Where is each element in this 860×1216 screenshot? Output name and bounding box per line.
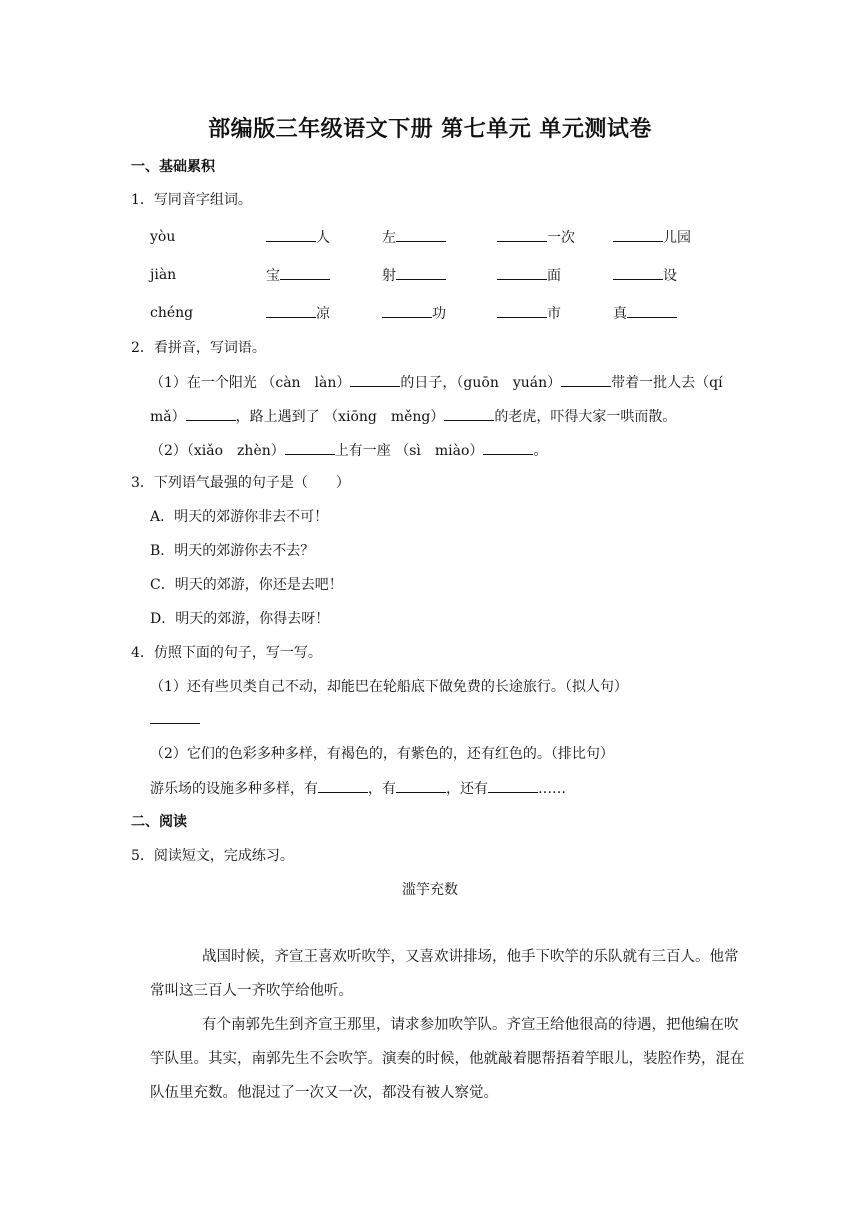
question-2-stem: 2．看拼音，写词语。 [131, 340, 266, 356]
blank-cell: 人 [266, 227, 330, 248]
question-5-stem: 5．阅读短文，完成练习。 [131, 848, 294, 864]
answer-blank[interactable] [627, 303, 677, 318]
answer-blank[interactable] [350, 372, 400, 387]
answer-blank[interactable] [497, 227, 547, 242]
answer-blank[interactable] [382, 303, 432, 318]
passage-title: 滥竽充数 [402, 882, 458, 898]
blank-cell: 面 [497, 265, 561, 286]
question-1-stem: 1．写同音字组词。 [131, 192, 252, 208]
blank-cell: 设 [613, 265, 677, 286]
passage-paragraph-2: 有个南郭先生到齐宣王那里，请求参加吹竽队。齐宣王给他很高的待遇，把他编在吹竽队里。其实，南郭先生不会吹竽。演奏的时候，他就敲着腮帮捂着竽眼儿，装腔作势，混在队伍里充数。他混过了一次又一次，都没有被人察觉。 [150, 1017, 745, 1101]
question-4-stem: 4．仿照下面的句子，写一写。 [131, 645, 322, 661]
answer-blank[interactable] [150, 709, 200, 724]
question-4-sentence-2: （2）它们的色彩多种多样，有褐色的，有紫色的，还有红色的。（排比句） [150, 746, 614, 762]
answer-blank[interactable] [186, 406, 236, 421]
blank-cell: 凉 [266, 303, 330, 324]
answer-blank[interactable] [266, 227, 316, 242]
answer-blank[interactable] [396, 227, 446, 242]
pinyin-cheng: chéng [150, 305, 194, 321]
question-2-part-1-line-2: mǎ） ，路上遇到了 （xiōng měng） 的老虎，吓得大家一哄而散。 [150, 406, 676, 427]
answer-blank[interactable] [613, 227, 663, 242]
question-2-part-1-line-1: （1）在一个阳光 （càn làn） 的日子，（guōn yuán） 带着一批人去（qí [150, 372, 723, 393]
blank-cell: 市 [497, 303, 561, 324]
answer-blank[interactable] [280, 265, 330, 280]
blank-cell: 儿园 [613, 227, 691, 248]
blank-cell: 左 [382, 227, 446, 248]
question-4-answer-line-2: 游乐场的设施多种多样，有 ，有 ，还有 …… [150, 778, 566, 799]
answer-blank[interactable] [396, 778, 446, 793]
blank-cell: 一次 [497, 227, 575, 248]
answer-blank[interactable] [497, 265, 547, 280]
option-c[interactable]: C．明天的郊游，你还是去吧！ [150, 577, 343, 593]
pinyin-you: yòu [150, 229, 176, 245]
passage-paragraph-1: 战国时候，齐宣王喜欢听吹竽，又喜欢讲排场，他手下吹竽的乐队就有三百人。他常常叫这三百人一齐吹竽给他听。 [150, 949, 739, 999]
pinyin-jian: jiàn [150, 267, 177, 283]
answer-blank[interactable] [497, 303, 547, 318]
section-heading-basics: 一、基础累积 [131, 159, 215, 175]
question-3-stem: 3．下列语气最强的句子是（ ） [131, 475, 350, 491]
answer-blank[interactable] [396, 265, 446, 280]
answer-blank[interactable] [561, 372, 611, 387]
question-4-sentence-1: （1）还有些贝类自己不动，却能巴在轮船底下做免费的长途旅行。（拟人句） [150, 679, 628, 695]
answer-blank[interactable] [318, 778, 368, 793]
answer-blank[interactable] [444, 406, 494, 421]
blank-cell: 真 [613, 303, 677, 324]
page-title: 部编版三年级语文下册 第七单元 单元测试卷 [208, 117, 652, 142]
option-b[interactable]: B．明天的郊游你去不去？ [150, 543, 315, 559]
answer-blank[interactable] [613, 265, 663, 280]
question-2-part-2: （2）（xiǎo zhèn） 上有一座 （sì miào） 。 [150, 440, 547, 461]
section-heading-reading: 二、阅读 [131, 814, 187, 830]
option-d[interactable]: D．明天的郊游，你得去呀！ [150, 611, 330, 627]
blank-cell: 射 [382, 265, 446, 286]
answer-blank[interactable] [488, 778, 538, 793]
blank-cell: 宝 [266, 265, 330, 286]
answer-blank[interactable] [266, 303, 316, 318]
answer-blank[interactable] [285, 440, 335, 455]
question-4-answer-line-1 [150, 709, 200, 730]
answer-blank[interactable] [483, 440, 533, 455]
option-a[interactable]: A．明天的郊游你非去不可！ [150, 509, 329, 525]
blank-cell: 功 [382, 303, 446, 324]
